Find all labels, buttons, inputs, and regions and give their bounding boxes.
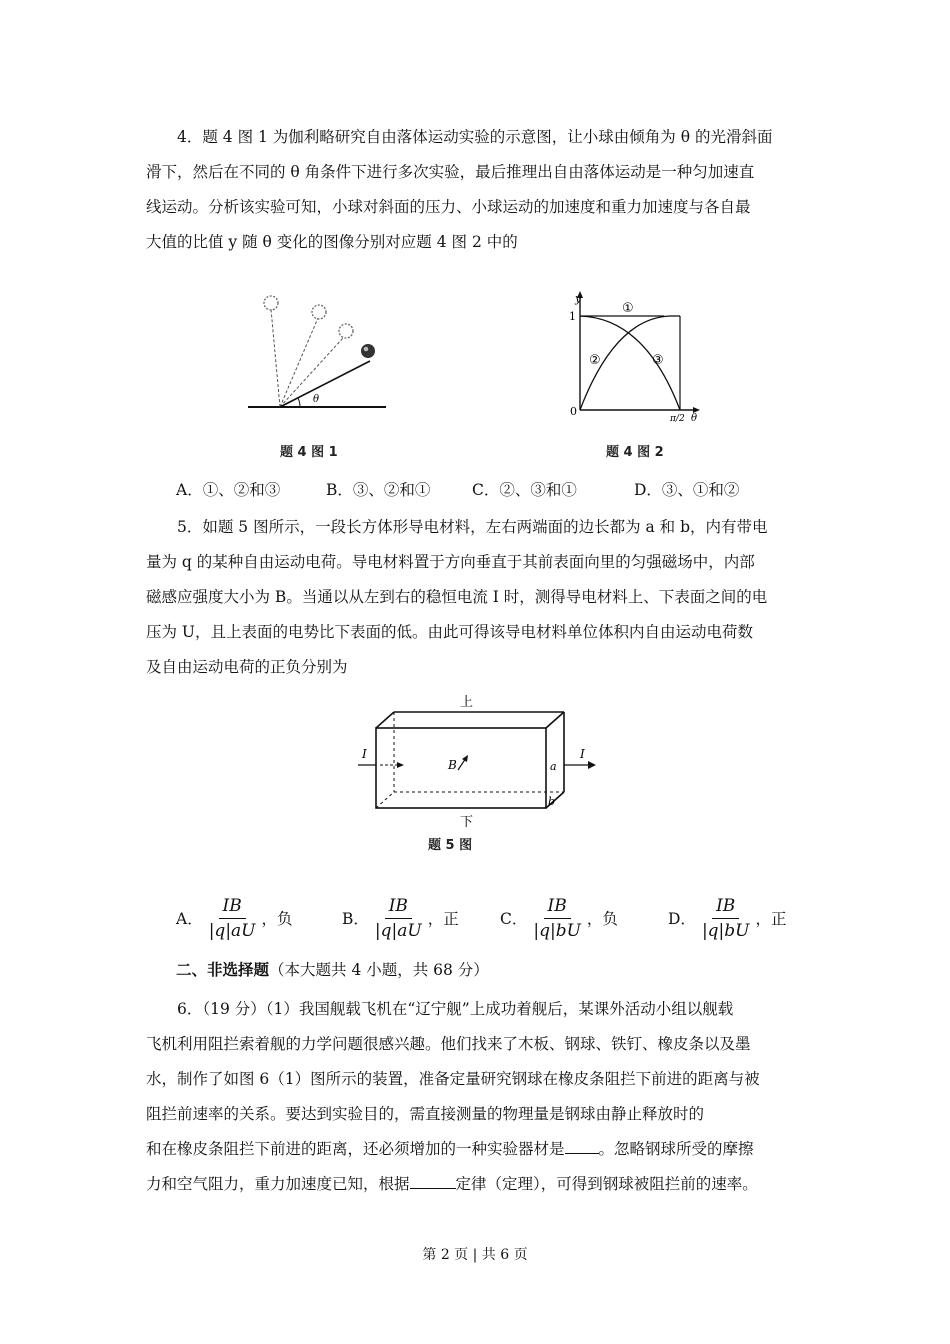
q6-line6-b: 定律（定理），可得到钢球被阻拦前的速率。 — [455, 1175, 758, 1193]
q5-option-b[interactable] — [342, 890, 459, 946]
q6-line: 飞机利用阻拦索着舰的力学问题很感兴趣。他们找来了木板、钢球、铁钉、橡皮条以及墨 — [146, 1035, 751, 1053]
curve-3-label: ③ — [652, 353, 664, 368]
curve-2-label: ② — [589, 353, 601, 368]
q6-line: 水，制作了如图 6（1）图所示的装置，准备定量研究钢球在橡皮条阻拦下前进的距离与被 — [146, 1070, 760, 1088]
question-6-text — [146, 992, 806, 1202]
curve-1-label: ① — [622, 301, 634, 316]
q6-line: 6．（19 分）（1）我国舰载飞机在“辽宁舰”上成功着舰后，某课外活动小组以舰载 — [177, 1000, 734, 1018]
q5-option-d-sign: ，正 — [755, 910, 787, 928]
y-axis-label: y — [575, 292, 582, 305]
q5-line: 5．如题 5 图所示，一段长方体形导电材料，左右两端面的边长都为 a 和 b，内有带电 — [177, 518, 768, 536]
origin-label: 0 — [570, 405, 577, 418]
q5-option-b-letter: B． — [342, 910, 369, 928]
question-4-text — [146, 120, 806, 260]
q5-option-c-sign: ，负 — [586, 910, 618, 928]
q5-option-d[interactable] — [668, 890, 787, 946]
q5-options — [0, 890, 950, 950]
top-label: 上 — [460, 695, 474, 710]
answer-blank[interactable] — [565, 1139, 599, 1154]
q4-line: 滑下，然后在不同的 θ 角条件下进行多次实验，最后推理出自由落体运动是一种匀加速直 — [146, 163, 755, 181]
figure-4-2-caption: 题 4 图 2 — [606, 445, 664, 460]
q5-option-d-fraction — [702, 896, 750, 941]
figure-5-caption: 题 5 图 — [428, 838, 473, 853]
q4-line: 4．题 4 图 1 为伽利略研究自由落体运动实验的示意图，让小球由倾角为 θ 的光滑斜面 — [177, 128, 773, 146]
q4-option-c[interactable]: C．②、③和① — [472, 481, 577, 499]
theta-label: θ — [313, 394, 320, 405]
q4-option-a[interactable]: A．①、②和③ — [176, 481, 281, 499]
figure-4-1 — [240, 285, 390, 415]
q5-option-b-fraction — [375, 896, 422, 941]
section-note: （本大题共 4 小题，共 68 分） — [269, 961, 489, 979]
q6-line — [146, 1167, 806, 1202]
current-left-label: I — [362, 747, 367, 761]
edge-a-label: a — [550, 760, 557, 773]
fraction-denominator: |q|bU — [533, 920, 581, 941]
section-title: 二、非选择题 — [176, 961, 270, 979]
q4-option-b[interactable]: B．③、②和① — [326, 481, 431, 499]
q6-line5-a: 和在橡皮条阻拦下前进的距离，还必须增加的一种实验器材是 — [146, 1140, 565, 1158]
y-tick-one: 1 — [569, 310, 576, 323]
fraction-denominator: |q|bU — [701, 920, 750, 941]
q5-option-a-letter: A． — [176, 910, 203, 928]
q4-line: 大值的比值 y 随 θ 变化的图像分别对应题 4 图 2 中的 — [146, 233, 518, 251]
section-heading — [176, 958, 489, 980]
field-b-label: B — [448, 758, 457, 772]
q6-line: 阻拦前速率的关系。要达到实验目的，需直接测量的物理量是钢球由静止释放时的 — [146, 1105, 705, 1123]
bottom-label: 下 — [460, 815, 474, 830]
edge-b-label: b — [548, 795, 556, 808]
q5-option-a-sign: ，负 — [261, 910, 293, 928]
q6-line5-b: 。忽略钢球所受的摩擦 — [598, 1140, 754, 1158]
x-axis-label: θ — [691, 413, 698, 423]
q5-line: 磁感应强度大小为 B。当通以从左到右的稳恒电流 I 时，测得导电材料上、下表面之间的电 — [146, 588, 768, 606]
q5-line: 压为 U，且上表面的电势比下表面的低。由此可得该导电材料单位体积内自由运动电荷数 — [146, 623, 753, 641]
q4-option-d[interactable]: D．③、①和② — [634, 481, 740, 499]
figure-4-1-caption: 题 4 图 1 — [280, 445, 338, 460]
figure-5 — [350, 690, 610, 830]
q5-option-a-fraction — [209, 896, 256, 941]
page-footer: 第 2 页 | 共 6 页 — [422, 1247, 528, 1263]
figure-4-2 — [560, 288, 710, 423]
q5-option-a[interactable] — [176, 890, 293, 946]
fraction-numerator: IB — [544, 896, 571, 919]
answer-blank[interactable] — [410, 1174, 456, 1189]
q4-line: 线运动。分析该实验可知，小球对斜面的压力、小球运动的加速度和重力加速度与各自最 — [146, 198, 751, 216]
fraction-numerator: IB — [385, 896, 412, 919]
q5-option-c-fraction — [533, 896, 581, 941]
current-right-label: I — [580, 747, 585, 761]
q5-option-b-sign: ，正 — [427, 910, 459, 928]
x-tick-pi-half: π/2 — [670, 414, 685, 423]
q6-line — [146, 1132, 806, 1167]
q5-option-c[interactable] — [500, 890, 618, 946]
q5-line: 及自由运动电荷的正负分别为 — [146, 658, 348, 676]
fraction-numerator: IB — [712, 896, 739, 919]
fraction-denominator: |q|aU — [374, 920, 422, 941]
q6-line6-a: 力和空气阻力，重力加速度已知，根据 — [146, 1175, 410, 1193]
fraction-denominator: |q|aU — [208, 920, 256, 941]
fraction-numerator: IB — [219, 896, 246, 919]
q5-option-c-letter: C． — [500, 910, 528, 928]
question-5-text — [146, 510, 806, 685]
q5-option-d-letter: D． — [668, 910, 696, 928]
q5-line: 量为 q 的某种自由运动电荷。导电材料置于方向垂直于其前表面向里的匀强磁场中，内部 — [146, 553, 755, 571]
